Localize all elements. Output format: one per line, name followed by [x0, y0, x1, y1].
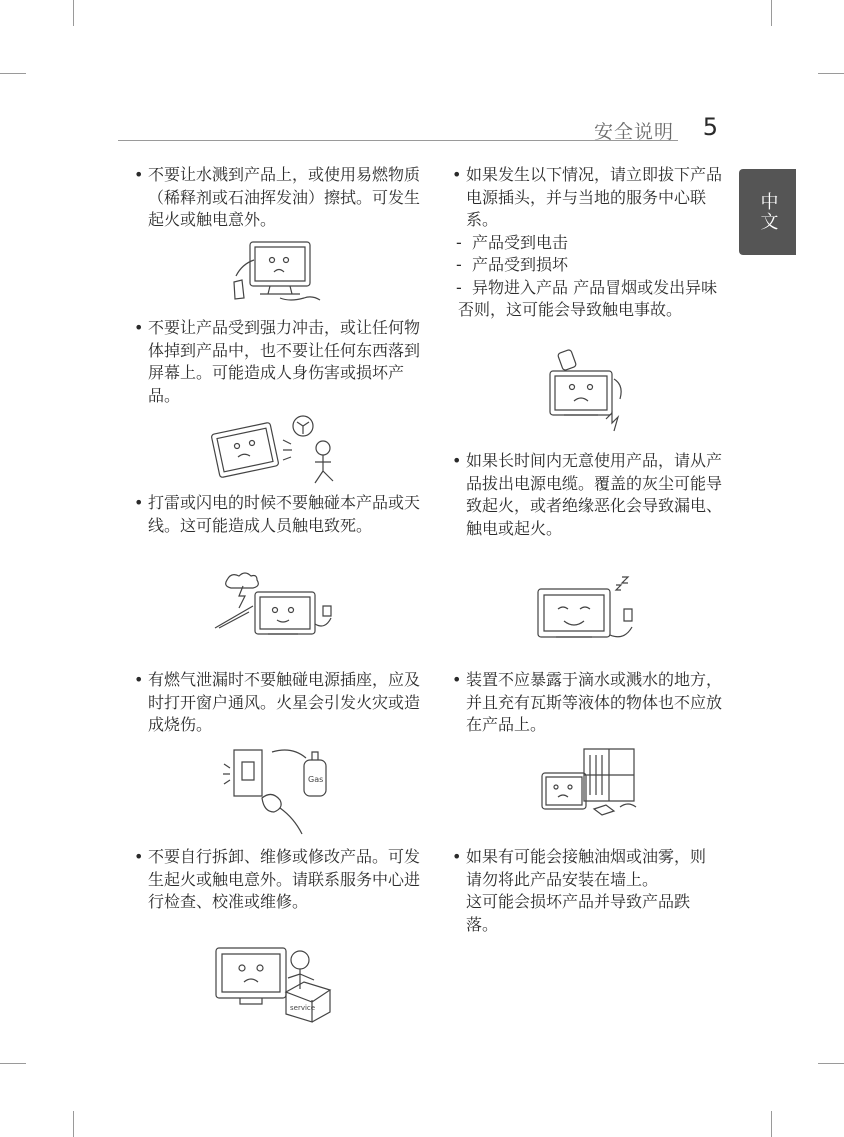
warning-impact: • 不要让产品受到强力冲击，或让任何物体掉到产品中，也不要让任何东西落到屏幕上。可能造成人身伤害或损坏产品。 — [134, 317, 423, 407]
crop-mark — [0, 1063, 26, 1064]
sub-item: - 产品受到损坏 — [456, 254, 722, 277]
language-tab-label: 中文 — [757, 192, 779, 232]
warning-gas-leak: • 有燃气泄漏时不要触碰电源插座，应及时打开窗户通风。火星会引发火灾或造成烧伤。 — [134, 669, 423, 737]
crop-mark — [73, 1111, 74, 1137]
gas-canister-label: Gas — [308, 775, 324, 784]
illustration-impact — [205, 410, 350, 490]
warning-unplug-note: 否则，这可能会导致触电事故。 — [458, 300, 683, 319]
sub-item: - 异物进入产品 产品冒烟或发出异味 — [456, 277, 722, 300]
warning-oil-smoke — [452, 846, 710, 936]
section-title: 安全说明 — [593, 121, 674, 143]
crop-mark — [73, 0, 74, 26]
warning-unplug — [452, 164, 722, 322]
warning-water: • 不要让水溅到产品上，或使用易燃物质（稀释剂或石油挥发油）擦拭。可发生起火或触电意外。 — [134, 164, 423, 232]
warning-long-unused: • 如果长时间内无意使用产品，请从产品拔出电源电缆。覆盖的灰尘可能导致起火，或者绝缘恶化会导致漏电、触电或起火。 — [452, 450, 724, 540]
sub-item: - 产品受到电击 — [456, 232, 722, 255]
crop-mark — [771, 0, 772, 26]
illustration-unused — [532, 575, 644, 647]
warning-lightning: • 打雷或闪电的时候不要触碰本产品或天线。这可能造成人员触电致死。 — [134, 492, 423, 537]
warning-oil-smoke-main: • 如果有可能会接触油烟或油雾，则请勿将此产品安装在墙上。 — [452, 846, 710, 891]
crop-mark — [771, 1111, 772, 1137]
language-tab — [739, 169, 796, 255]
crop-mark — [818, 73, 844, 74]
warning-oil-smoke-note: 这可能会损坏产品并导致产品跌落。 — [466, 892, 691, 934]
page-number: 5 — [702, 113, 718, 141]
warning-dripping-water: • 装置不应暴露于滴水或溅水的地方，并且充有瓦斯等液体的物体也不应放在产品上。 — [452, 669, 724, 737]
crop-mark — [0, 73, 26, 74]
illustration-spray — [220, 236, 330, 308]
illustration-foreign-object — [540, 345, 640, 437]
crop-mark — [818, 1063, 844, 1064]
page-header — [118, 115, 718, 145]
illustration-repair — [210, 942, 340, 1024]
illustration-gas-leak — [222, 744, 334, 836]
illustration-water — [536, 745, 640, 823]
illustration-lightning — [213, 566, 343, 642]
warning-unplug-main: • 如果发生以下情况，请立即拔下产品电源插头，并与当地的服务中心联系。 — [452, 164, 722, 232]
warning-disassembly: • 不要自行拆卸、维修或修改产品。可发生起火或触电意外。请联系服务中心进行检查、校准或维修。 — [134, 846, 423, 914]
box-label: service — [290, 1004, 316, 1012]
